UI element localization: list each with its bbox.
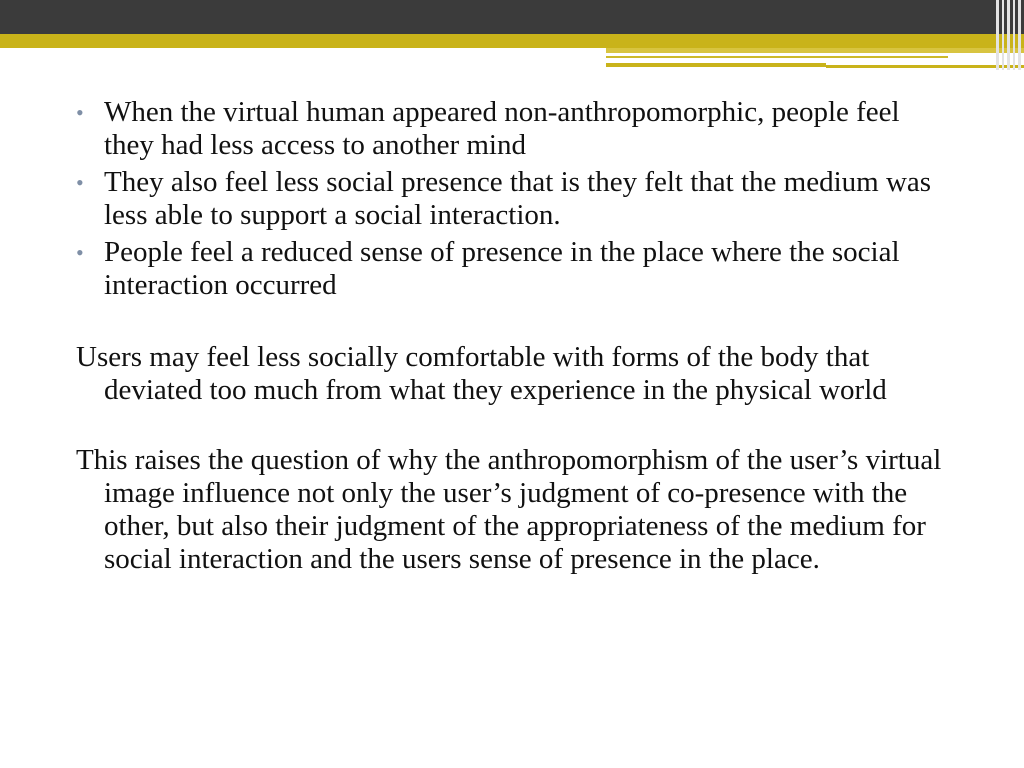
accent-line bbox=[606, 48, 1024, 53]
accent-bar bbox=[0, 34, 1024, 48]
bullet-list bbox=[76, 96, 956, 302]
bullet-icon: • bbox=[76, 170, 84, 195]
bullet-text: When the virtual human appeared non-anthropomorphic, people feel they had less access to another mind bbox=[104, 96, 900, 161]
slide-body bbox=[76, 96, 956, 576]
bullet-item bbox=[76, 166, 956, 232]
accent-line bbox=[606, 56, 948, 58]
accent-line bbox=[606, 63, 826, 67]
header-band bbox=[0, 0, 1024, 34]
bullet-icon: • bbox=[76, 100, 84, 125]
bullet-text: They also feel less social presence that is they felt that the medium was less able to support a social interaction. bbox=[104, 166, 932, 231]
decorative-stripes bbox=[994, 0, 1024, 70]
bullet-item bbox=[76, 96, 956, 162]
body-paragraph: Users may feel less socially comfortable with forms of the body that deviated too much from what they experience in the physical world bbox=[76, 341, 887, 406]
bullet-text: People feel a reduced sense of presence in the place where the social interaction occurred bbox=[104, 236, 900, 301]
bullet-icon: • bbox=[76, 240, 84, 265]
body-paragraph: This raises the question of why the anthropomorphism of the user’s virtual image influence not only the user’s judgment of co-presence with the other, but also their judgment of the appropriateness of the medium for social interaction and the users sense of presence in the place. bbox=[76, 444, 942, 575]
bullet-item bbox=[76, 236, 956, 302]
